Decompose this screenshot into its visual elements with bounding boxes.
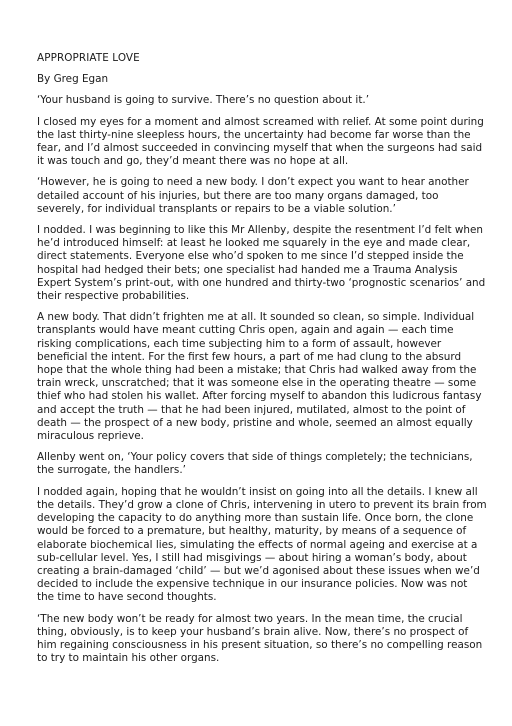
paragraph-2: I closed my eyes for a moment and almost screamed with relief. At some point during the last thirty-nine sleepless hours, the uncertainty had become far worse than the fear, and I’d almost succeeded in convincing myself that when the surgeons had said it was touch and go, they’d meant there was no hope at all. [37,115,484,168]
paragraph-5: A new body. That didn’t frighten me at all. It sounded so clean, so simple. Individual transplants would have meant cutting Chris open, again and again — each time risking complications, each time subjecting him to a form of assault, however beneficial the intent. For the first few hours, a part of me had clung to the absurd hope that the whole thing had been a mistake; that Chris had walked away from the train wreck, unscratched; that it was someone else in the operating theatre — some thief who had stolen his wallet. After forcing myself to abandon this ludicrous fantasy and accept the truth — that he had been injured, mutilated, almost to the point of death — the prospect of a new body, pristine and whole, seemed an almost equally miraculous reprieve. [37,311,482,443]
paragraph-1: ‘Your husband is going to survive. There’s no question about it.’ [37,94,370,107]
paragraph-6: Allenby went on, ‘Your policy covers that side of things completely; the technicians, the surrogate, the handlers.’ [37,451,473,477]
document-byline: By Greg Egan [37,73,109,86]
document-page [37,52,487,673]
paragraph-3: ‘However, he is going to need a new body. I don’t expect you want to hear another detailed account of his injuries, but there are too many organs damaged, too severely, for individual transplants or repairs to be a viable solution.’ [37,176,469,215]
paragraph-8: ‘The new body won’t be ready for almost two years. In the mean time, the crucial thing, obviously, is to keep your husband’s brain alive. Now, there’s no prospect of him regaining consciousness in his present situation, so there’s no compelling reason to try to maintain his other organs. [37,612,483,665]
document-title: APPROPRIATE LOVE [37,52,140,64]
paragraph-4: I nodded. I was beginning to like this Mr Allenby, despite the resentment I’d felt when he’d introduced himself: at least he looked me squarely in the eye and made clear, direct statements. Everyone else who’d spoken to me since I’d stepped inside the hospital had hedged their bets; one specialist had handed me a Trauma Analysis Expert System’s print-out, with one hundred and thirty-two ‘prognostic scenarios’ and their respective probabilities. [37,224,486,303]
paragraph-7: I nodded again, hoping that he wouldn’t insist on going into all the details. I knew all the details. They’d grow a clone of Chris, intervening in utero to prevent its brain from developing the capacity to do anything more than sustain life. Once born, the clone would be forced to a premature, but healthy, maturity, by means of a sequence of elaborate biochemical lies, simulating the effects of normal ageing and exercise at a sub-cellular level. Yes, I still had misgivings — about hiring a woman’s body, about creating a brain-damaged ‘child’ — but we’d agonised about these issues when we’d decided to include the expensive technique in our insurance policies. Now was not the time to have second thoughts. [37,485,487,604]
